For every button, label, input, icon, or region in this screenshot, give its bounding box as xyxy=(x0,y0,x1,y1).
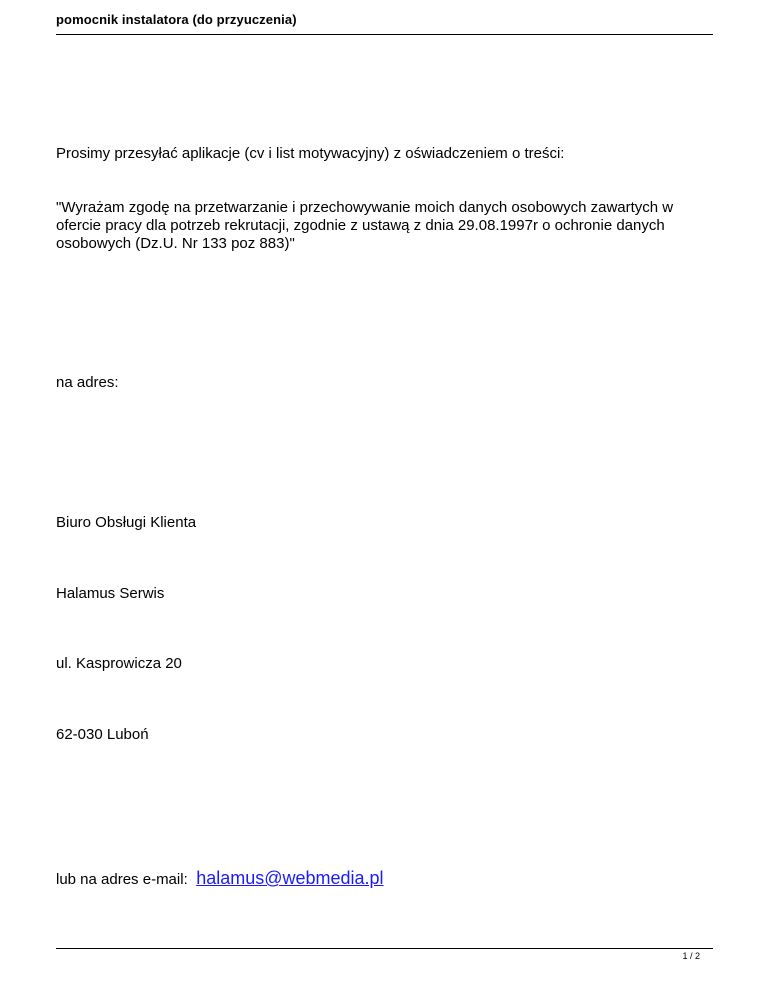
address-line-company: Halamus Serwis xyxy=(56,585,165,602)
address-label: na adres: xyxy=(56,374,119,391)
email-label: lub na adres e-mail: xyxy=(56,871,188,888)
address-line-street: ul. Kasprowicza 20 xyxy=(56,655,182,672)
intro-text: Prosimy przesyłać aplikacje (cv i list motywacyjny) z oświadczeniem o treści: xyxy=(56,145,565,162)
address-line-office: Biuro Obsługi Klienta xyxy=(56,514,197,531)
consent-statement xyxy=(56,199,716,253)
email-link[interactable]: halamus@webmedia.pl xyxy=(196,868,384,888)
email-row xyxy=(56,868,384,889)
consent-line: ofercie pracy dla potrzeb rekrutacji, zgodnie z ustawą z dnia 29.08.1997r o ochronie danych xyxy=(56,217,665,234)
consent-line: "Wyrażam zgodę na przetwarzanie i przechowywanie moich danych osobowych zawartych w xyxy=(56,199,674,216)
header-divider xyxy=(56,34,713,35)
document-title: pomocnik instalatora (do przyuczenia) xyxy=(56,12,297,27)
footer-divider xyxy=(56,948,713,949)
address-line-city: 62-030 Luboń xyxy=(56,726,149,743)
page-number: 1 / 2 xyxy=(682,951,700,961)
consent-line: osobowych (Dz.U. Nr 133 poz 883)" xyxy=(56,235,295,252)
